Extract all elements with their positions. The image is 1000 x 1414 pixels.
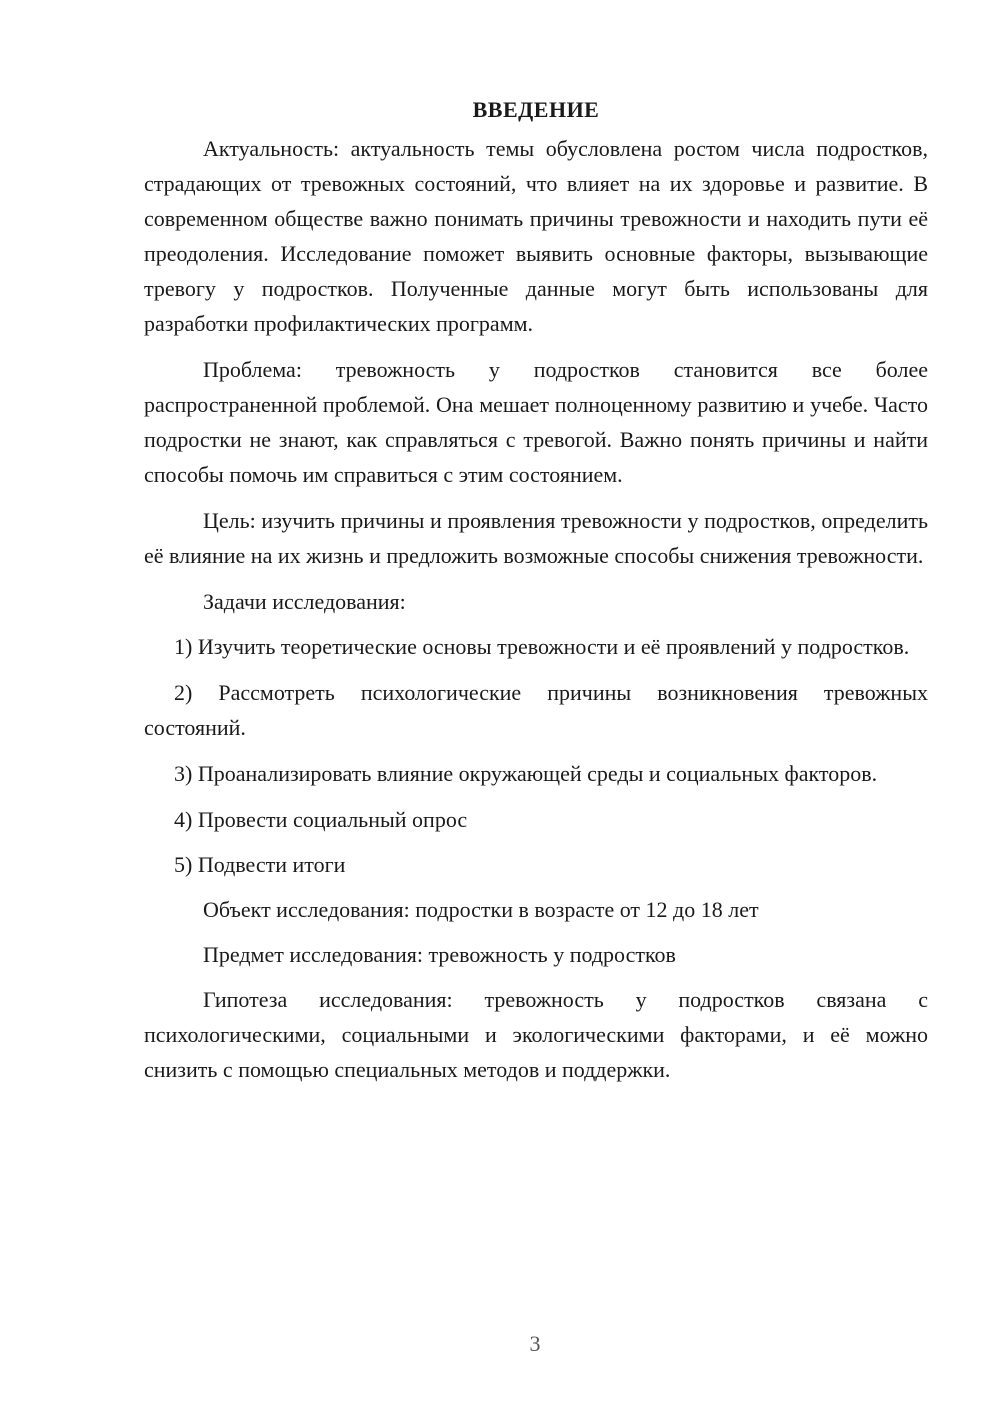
page-number: 3 <box>529 1331 541 1356</box>
research-subject: Предмет исследования: тревожность у подростков <box>203 942 676 967</box>
task-item-5: 5) Подвести итоги <box>174 852 346 877</box>
hypothesis-paragraph: Гипотеза исследования: тревожность у подростков связана с психологическими, социальными и экологическими факторами, и её можно снизить с помощью специальных методов и поддержки. <box>144 987 928 1082</box>
page-title: ВВЕДЕНИЕ <box>472 97 600 122</box>
problem-paragraph: Проблема: тревожность у подростков становится все более распространенной проблемой. Она мешает полноценному развитию и учебе. Часто подростки не знают, как справляться с тревогой. Важно понять причины и найти способы помочь им справиться с этим состоянием. <box>144 357 928 487</box>
goal-paragraph: Цель: изучить причины и проявления тревожности у подростков, определить её влияние на их жизнь и предложить возможные способы снижения тревожности. <box>144 508 928 568</box>
tasks-heading: Задачи исследования: <box>203 589 406 614</box>
task-item-3: 3) Проанализировать влияние окружающей среды и социальных факторов. <box>174 761 878 786</box>
document-page <box>144 92 928 1098</box>
relevance-paragraph: Актуальность: актуальность темы обусловлена ростом числа подростков, страдающих от тревожных состояний, что влияет на их здоровье и развитие. В современном обществе важно понимать причины тревожности и находить пути её преодоления. Исследование поможет выявить основные факторы, вызывающие тревогу у подростков. Полученные данные могут быть использованы для разработки профилактических программ. <box>144 136 928 336</box>
task-item-1: 1) Изучить теоретические основы тревожности и её проявлений у подростков. <box>174 634 910 659</box>
task-item-4: 4) Провести социальный опрос <box>174 807 468 832</box>
research-object: Объект исследования: подростки в возрасте от 12 до 18 лет <box>203 897 759 922</box>
task-item-2: 2) Рассмотреть психологические причины возникновения тревожных состояний. <box>144 680 928 740</box>
